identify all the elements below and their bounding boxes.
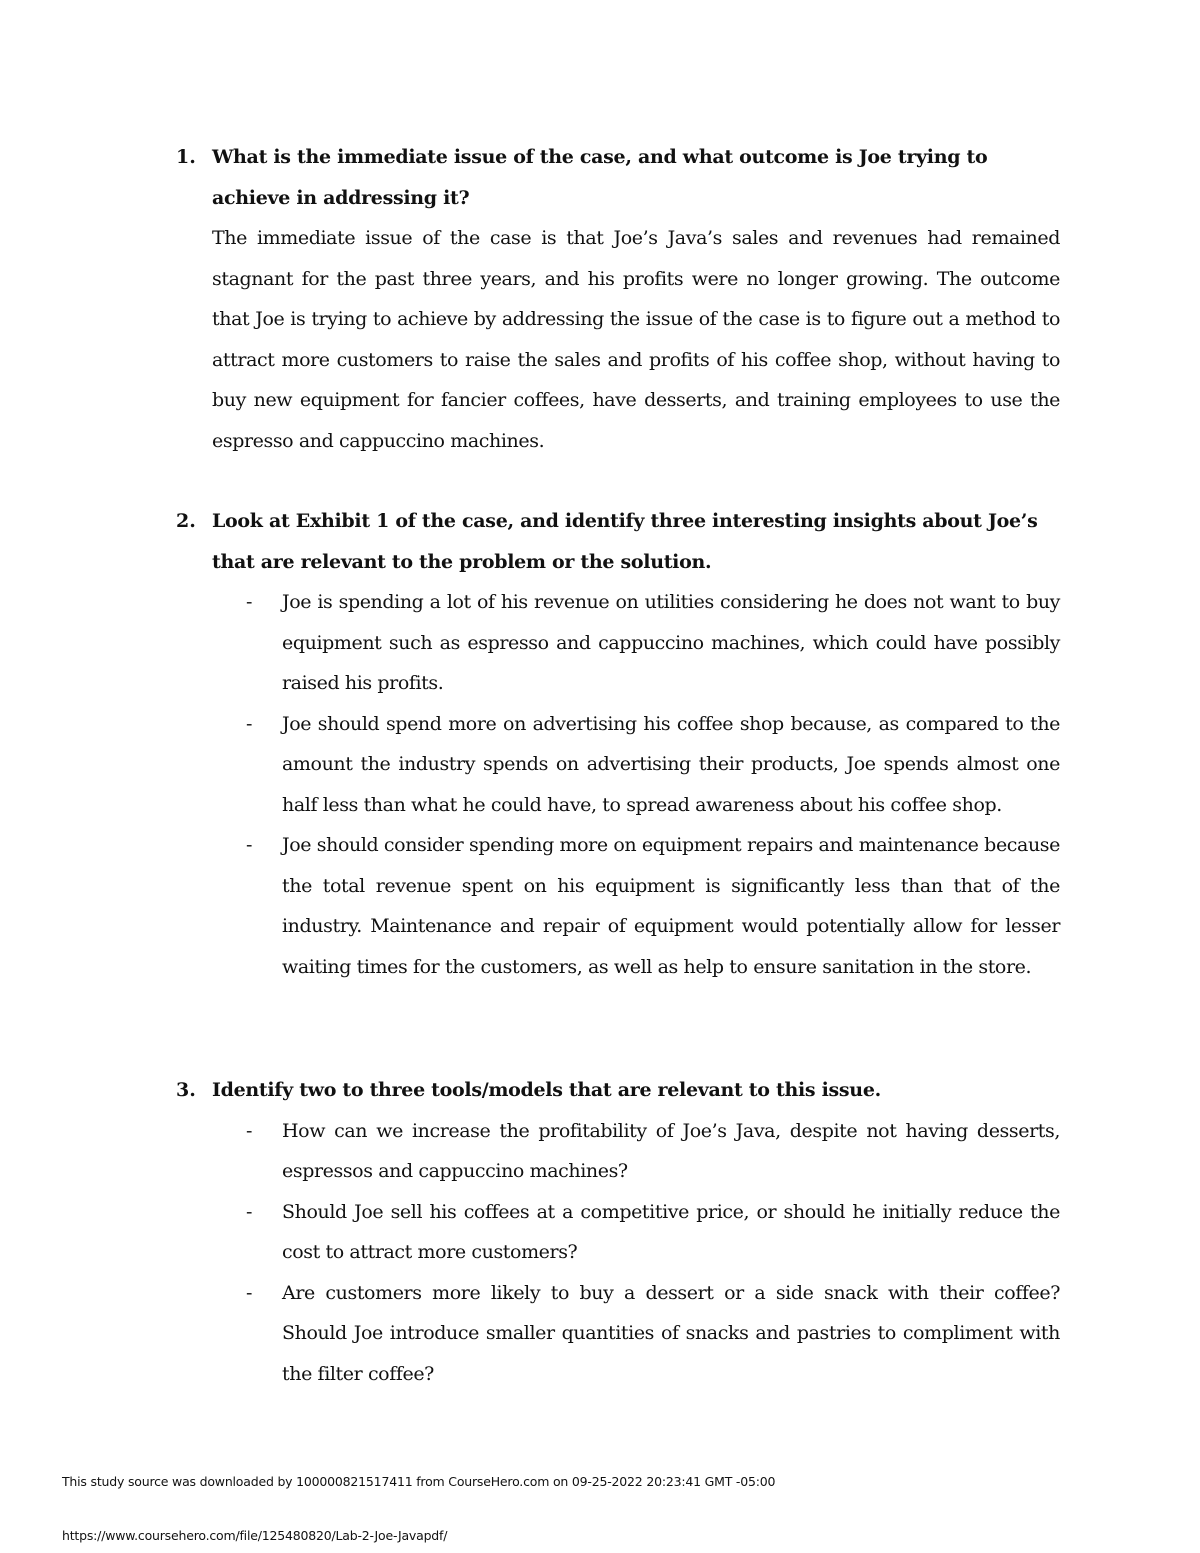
- list-item: [246, 1192, 1060, 1273]
- source-url-link[interactable]: https://www.coursehero.com/file/125480820/Lab-2-Joe-Javapdf/: [62, 1528, 448, 1543]
- dash-marker: -: [246, 591, 253, 613]
- list-item: [246, 582, 1060, 704]
- dash-marker: -: [246, 834, 253, 856]
- question-number: 2.: [176, 510, 196, 532]
- question-title: What is the immediate issue of the case, and what outcome is Joe trying to achieve in addressing it?: [212, 146, 988, 209]
- list-item: [246, 825, 1060, 987]
- question-number: 3.: [176, 1079, 196, 1101]
- list-item-text: Joe should spend more on advertising his coffee shop because, as compared to the amount the industry spends on advertising their products, Joe spends almost one half less than what he could have, to spread awareness about his coffee shop.: [282, 712, 1060, 816]
- dash-marker: -: [246, 712, 253, 735]
- dash-marker: -: [246, 1281, 253, 1304]
- question-number: 1.: [176, 146, 196, 168]
- insights-list: [246, 582, 1060, 987]
- question-title: Look at Exhibit 1 of the case, and identify three interesting insights about Joe’s that are relevant to the problem or the solution.: [212, 510, 1038, 573]
- answer-paragraph: The immediate issue of the case is that Joe’s Java’s sales and revenues had remained stagnant for the past three years, and his profits were no longer growing. The outcome that Joe is trying to achieve by addressing the issue of the case is to figure out a method to attract more customers to raise the sales and profits of his coffee shop, without having to buy new equipment for fancier coffees, have desserts, and training employees to use the espresso and cappuccino machines.: [212, 227, 1060, 452]
- list-item: [246, 704, 1060, 826]
- tools-list: [246, 1111, 1060, 1395]
- list-item: [246, 1273, 1060, 1395]
- list-item-text: Joe is spending a lot of his revenue on utilities considering he does not want to buy equipment such as espresso and cappuccino machines, which could have possibly raised his profits.: [282, 591, 1060, 694]
- dash-marker: -: [246, 1119, 253, 1142]
- list-item-text: Should Joe sell his coffees at a competitive price, or should he initially reduce the cost to attract more customers?: [282, 1200, 1060, 1263]
- list-item-text: Joe should consider spending more on equipment repairs and maintenance because the total revenue spent on his equipment is significantly less than that of the industry. Maintenance and repair of equipment would potentially allow for lesser waiting times for the customers, as well as help to ensure sanitation in the store.: [282, 834, 1060, 978]
- list-item-text: How can we increase the profitability of Joe’s Java, despite not having desserts, espressos and cappuccino machines?: [282, 1119, 1060, 1182]
- download-notice: This study source was downloaded by 100000821517411 from CourseHero.com on 09-25-2022 20:23:41 GMT -05:00: [62, 1474, 776, 1489]
- list-item-text: Are customers more likely to buy a dessert or a side snack with their coffee? Should Joe introduce smaller quantities of snacks and pastries to compliment with the filter coffee?: [282, 1281, 1060, 1385]
- question-title: Identify two to three tools/models that are relevant to this issue.: [212, 1079, 881, 1101]
- list-item: [246, 1111, 1060, 1192]
- dash-marker: -: [246, 1200, 253, 1223]
